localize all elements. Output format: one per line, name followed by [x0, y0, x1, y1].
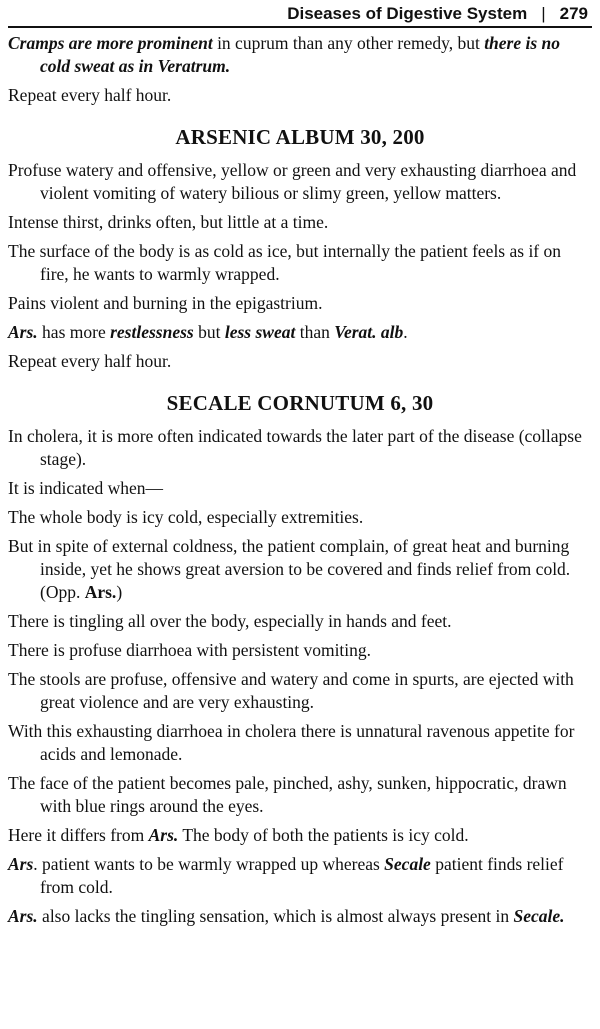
- secale-differs: Here it differs from Ars. The body of both the patients is icy cold.: [8, 825, 469, 845]
- secale-para: With this exhausting diarrhoea in cholera there is unnatural ravenous appetite for acids and lemonade.: [8, 721, 575, 764]
- secale-para: There is tingling all over the body, especially in hands and feet.: [8, 611, 452, 631]
- secale-para: The face of the patient becomes pale, pinched, ashy, sunken, hippocratic, drawn with blue rings around the eyes.: [8, 773, 567, 816]
- secale-opp-ars: But in spite of external coldness, the patient complain, of great heat and burning inside, yet he shows great aversion to be covered and finds relief from cold. (Opp. Ars.): [8, 536, 571, 602]
- arsenic-para: Profuse watery and offensive, yellow or green and very exhausting diarrhoea and violent vomiting of watery bilious or slimy green, yellow matters.: [8, 160, 577, 203]
- remedy-heading-arsenic: ARSENIC ALBUM 30, 200: [175, 125, 425, 149]
- secale-para: It is indicated when—: [8, 478, 164, 498]
- cuprum-comparison: Cramps are more prominent in cuprum than any other remedy, but there is no cold sweat as in Veratrum.: [8, 33, 561, 76]
- arsenic-para: Pains violent and burning in the epigastrium.: [8, 293, 323, 313]
- secale-para: There is profuse diarrhoea with persistent vomiting.: [8, 640, 372, 660]
- secale-para: The stools are profuse, offensive and watery and come in spurts, are ejected with great violence and are very exhausting.: [8, 669, 574, 712]
- remedy-heading-secale: SECALE CORNUTUM 6, 30: [166, 391, 434, 415]
- repeat-instruction: Repeat every half hour.: [8, 85, 172, 105]
- secale-lacks: Ars. also lacks the tingling sensation, which is almost always present in Secale.: [8, 906, 565, 926]
- arsenic-comparison: Ars. has more restlessness but less sweat than Verat. alb.: [8, 322, 408, 342]
- running-header: [8, 0, 592, 28]
- page-number: 279: [559, 3, 588, 23]
- arsenic-para: The surface of the body is as cold as ice, but internally the patient feels as if on fire, he wants to warmly wrapped.: [8, 241, 562, 284]
- secale-wrapped: Ars. patient wants to be warmly wrapped up whereas Secale patient finds relief from cold.: [8, 854, 564, 897]
- secale-para: The whole body is icy cold, especially extremities.: [8, 507, 364, 527]
- secale-para: In cholera, it is more often indicated towards the later part of the disease (collapse stage).: [8, 426, 582, 469]
- header-separator: |: [541, 3, 546, 23]
- arsenic-para: Intense thirst, drinks often, but little at a time.: [8, 212, 329, 232]
- header-title: Diseases of Digestive System: [287, 3, 528, 23]
- repeat-instruction: Repeat every half hour.: [8, 351, 172, 371]
